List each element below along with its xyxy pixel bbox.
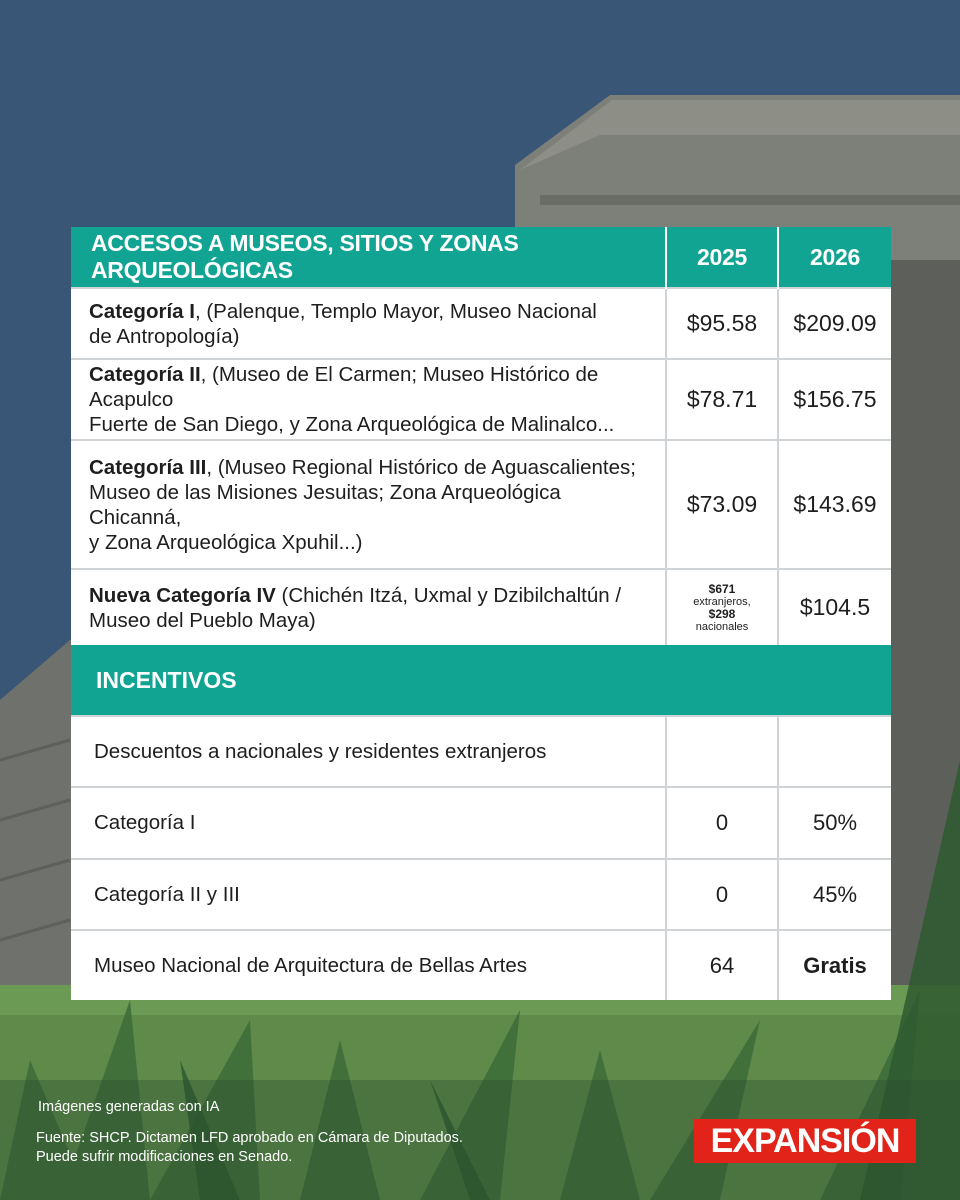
table-header-row bbox=[71, 227, 891, 288]
value-2025: 64 bbox=[666, 930, 778, 1000]
incentive-label: Descuentos a nacionales y residentes extranjeros bbox=[71, 716, 666, 787]
table-row bbox=[71, 716, 891, 787]
category-name: Categoría II bbox=[89, 363, 201, 386]
category-detail-line2: Museo de las Misiones Jesuitas; Zona Arqueológica Chicanná, bbox=[89, 480, 561, 529]
section-header-blank bbox=[666, 645, 778, 716]
category-detail-line2: de Antropología) bbox=[89, 324, 240, 348]
category-name: Categoría I bbox=[89, 299, 195, 323]
value-2025 bbox=[666, 569, 778, 645]
senate-note: Puede sufrir modificaciones en Senado. bbox=[36, 1149, 293, 1165]
category-detail: , (Palenque, Templo Mayor, Museo Nacional bbox=[194, 299, 597, 323]
section-header-blank bbox=[778, 645, 891, 716]
incentive-label: Museo Nacional de Arquitectura de Bellas Artes bbox=[71, 930, 666, 1000]
incentive-label: Categoría I bbox=[71, 787, 666, 859]
value-2026: Gratis bbox=[778, 930, 891, 1000]
source-note: Fuente: SHCP. Dictamen LFD aprobado en Cámara de Diputados. bbox=[36, 1130, 463, 1146]
value-2026 bbox=[778, 716, 891, 787]
category-description bbox=[71, 569, 666, 645]
split-fee-note bbox=[667, 583, 777, 633]
column-header-2025: 2025 bbox=[666, 227, 778, 288]
table-title: ACCESOS A MUSEOS, SITIOS Y ZONAS ARQUEOLÓGICAS bbox=[71, 227, 666, 288]
value-2026: 50% bbox=[778, 787, 891, 859]
table-row bbox=[71, 359, 891, 440]
table-row bbox=[71, 288, 891, 359]
footnotes bbox=[36, 1098, 463, 1167]
category-name: Nueva Categoría IV bbox=[89, 583, 276, 607]
category-description bbox=[71, 359, 666, 440]
category-detail-line2: Fuerte de San Diego, y Zona Arqueológica de Malinalco... bbox=[89, 413, 615, 436]
expansion-logo: EXPANSIÓN bbox=[694, 1119, 916, 1163]
value-2026: 45% bbox=[778, 859, 891, 930]
fees-table bbox=[71, 227, 891, 1000]
table-row bbox=[71, 787, 891, 859]
value-2025: 0 bbox=[666, 859, 778, 930]
value-2026: $156.75 bbox=[778, 359, 891, 440]
section-title: INCENTIVOS bbox=[71, 645, 666, 716]
fee-foreigners: $671 bbox=[708, 581, 736, 596]
category-detail: (Chichén Itzá, Uxmal y Dzibilchaltún / bbox=[275, 583, 622, 607]
category-detail: , (Museo Regional Histórico de Aguascalientes; bbox=[206, 455, 636, 479]
value-2025: 0 bbox=[666, 787, 778, 859]
table-row bbox=[71, 859, 891, 930]
table-row bbox=[71, 569, 891, 645]
value-2025: $78.71 bbox=[666, 359, 778, 440]
value-2025: $73.09 bbox=[666, 440, 778, 569]
category-description bbox=[71, 288, 666, 359]
value-2025: $95.58 bbox=[666, 288, 778, 359]
section-header-row bbox=[71, 645, 891, 716]
category-detail-line2: Museo del Pueblo Maya) bbox=[89, 608, 316, 632]
table-row bbox=[71, 440, 891, 569]
fee-foreigners-label: extranjeros, bbox=[693, 595, 751, 608]
value-2026: $209.09 bbox=[778, 288, 891, 359]
fee-nationals: $298 bbox=[708, 606, 736, 621]
column-header-2026: 2026 bbox=[778, 227, 891, 288]
category-detail-line3: y Zona Arqueológica Xpuhil...) bbox=[89, 530, 363, 554]
incentive-label: Categoría II y III bbox=[71, 859, 666, 930]
category-detail: , (Museo de El Carmen; Museo Histórico de Acapulco bbox=[89, 363, 599, 411]
category-name: Categoría III bbox=[89, 455, 207, 479]
category-description bbox=[71, 440, 666, 569]
value-2026: $143.69 bbox=[778, 440, 891, 569]
value-2025 bbox=[666, 716, 778, 787]
fee-nationals-label: nacionales bbox=[695, 620, 749, 633]
ai-disclaimer: Imágenes generadas con IA bbox=[38, 1099, 220, 1115]
table-row bbox=[71, 930, 891, 1000]
value-2026: $104.5 bbox=[778, 569, 891, 645]
